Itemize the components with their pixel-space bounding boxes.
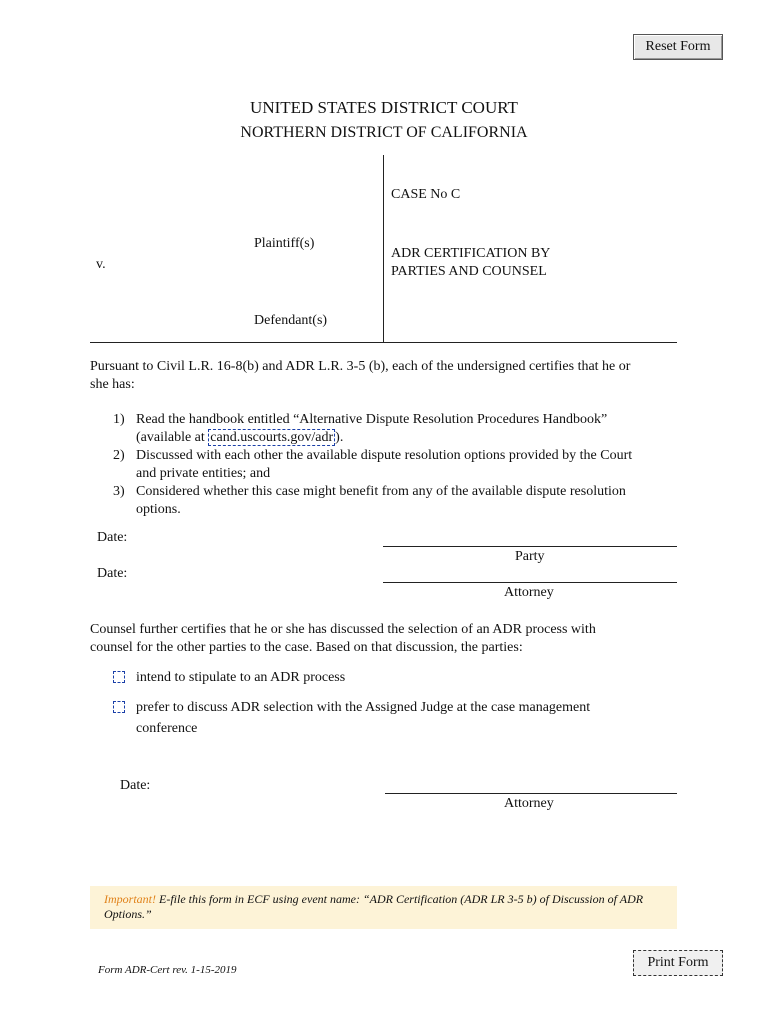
intro-line1: Pursuant to Civil L.R. 16-8(b) and ADR L.R. 3-5 (b), each of the undersigned certifies that he or — [90, 359, 631, 374]
form-id: Form ADR-Cert rev. 1-15-2019 — [98, 964, 237, 976]
list-item-text: Considered whether this case might benefit from any of the available dispute resolution — [136, 484, 626, 499]
caption-bottom-rule — [90, 342, 677, 343]
district-name: NORTHERN DISTRICT OF CALIFORNIA — [240, 124, 528, 141]
list-item-text: options. — [136, 502, 181, 517]
discuss-judge-checkbox[interactable] — [113, 701, 125, 713]
intro-line2: she has: — [90, 377, 135, 392]
option-stipulate-label: intend to stipulate to an ADR process — [136, 670, 346, 685]
list-item-text-prefix: (available at — [136, 430, 209, 445]
handbook-link[interactable]: cand.uscourts.gov/adr — [210, 430, 334, 445]
important-label: Important! — [104, 892, 156, 906]
option-discuss-label-line2: conference — [136, 721, 198, 736]
versus-label: v. — [96, 257, 106, 272]
counsel-line1: Counsel further certifies that he or she has discussed the selection of an ADR process with — [90, 622, 596, 637]
attorney-label: Attorney — [504, 796, 554, 811]
list-item-text: Read the handbook entitled “Alternative Dispute Resolution Procedures Handbook” — [136, 412, 608, 427]
note-text: Options.” — [104, 907, 152, 921]
efile-note — [90, 886, 677, 929]
date-label: Date: — [97, 566, 128, 581]
defendant-label: Defendant(s) — [254, 313, 328, 328]
attorney-signature-line[interactable] — [383, 582, 677, 583]
attorney-signature-line[interactable] — [385, 793, 677, 794]
caption-divider — [383, 155, 384, 342]
party-signature-line[interactable] — [383, 546, 677, 547]
party-label: Party — [515, 549, 545, 564]
option-discuss-label-line1: prefer to discuss ADR selection with the Assigned Judge at the case management — [136, 700, 591, 715]
doc-title-line2: PARTIES AND COUNSEL — [391, 264, 547, 279]
print-form-button[interactable]: Print Form — [633, 950, 723, 976]
court-name: UNITED STATES DISTRICT COURT — [250, 98, 518, 117]
reset-form-button[interactable]: Reset Form — [633, 34, 723, 60]
list-item-text-suffix: ). — [335, 430, 344, 445]
list-item-number: 2) — [113, 448, 125, 463]
list-item-number: 3) — [113, 484, 125, 499]
doc-title-line1: ADR CERTIFICATION BY — [391, 246, 551, 261]
date-label: Date: — [97, 530, 128, 545]
counsel-line2: counsel for the other parties to the case. Based on that discussion, the parties: — [90, 640, 523, 655]
date-label: Date: — [120, 778, 151, 793]
attorney-label: Attorney — [504, 585, 554, 600]
case-number-label: CASE No C — [391, 187, 461, 202]
list-item-number: 1) — [113, 412, 125, 427]
list-item-text: Discussed with each other the available dispute resolution options provided by the Court — [136, 448, 633, 463]
stipulate-checkbox[interactable] — [113, 671, 125, 683]
list-item-text — [136, 429, 343, 447]
note-text: E-file this form in ECF using event name: “ADR Certification (ADR LR 3-5 b) of Discussion of ADR — [156, 892, 644, 906]
plaintiff-label: Plaintiff(s) — [254, 236, 315, 251]
list-item-text: and private entities; and — [136, 466, 271, 481]
